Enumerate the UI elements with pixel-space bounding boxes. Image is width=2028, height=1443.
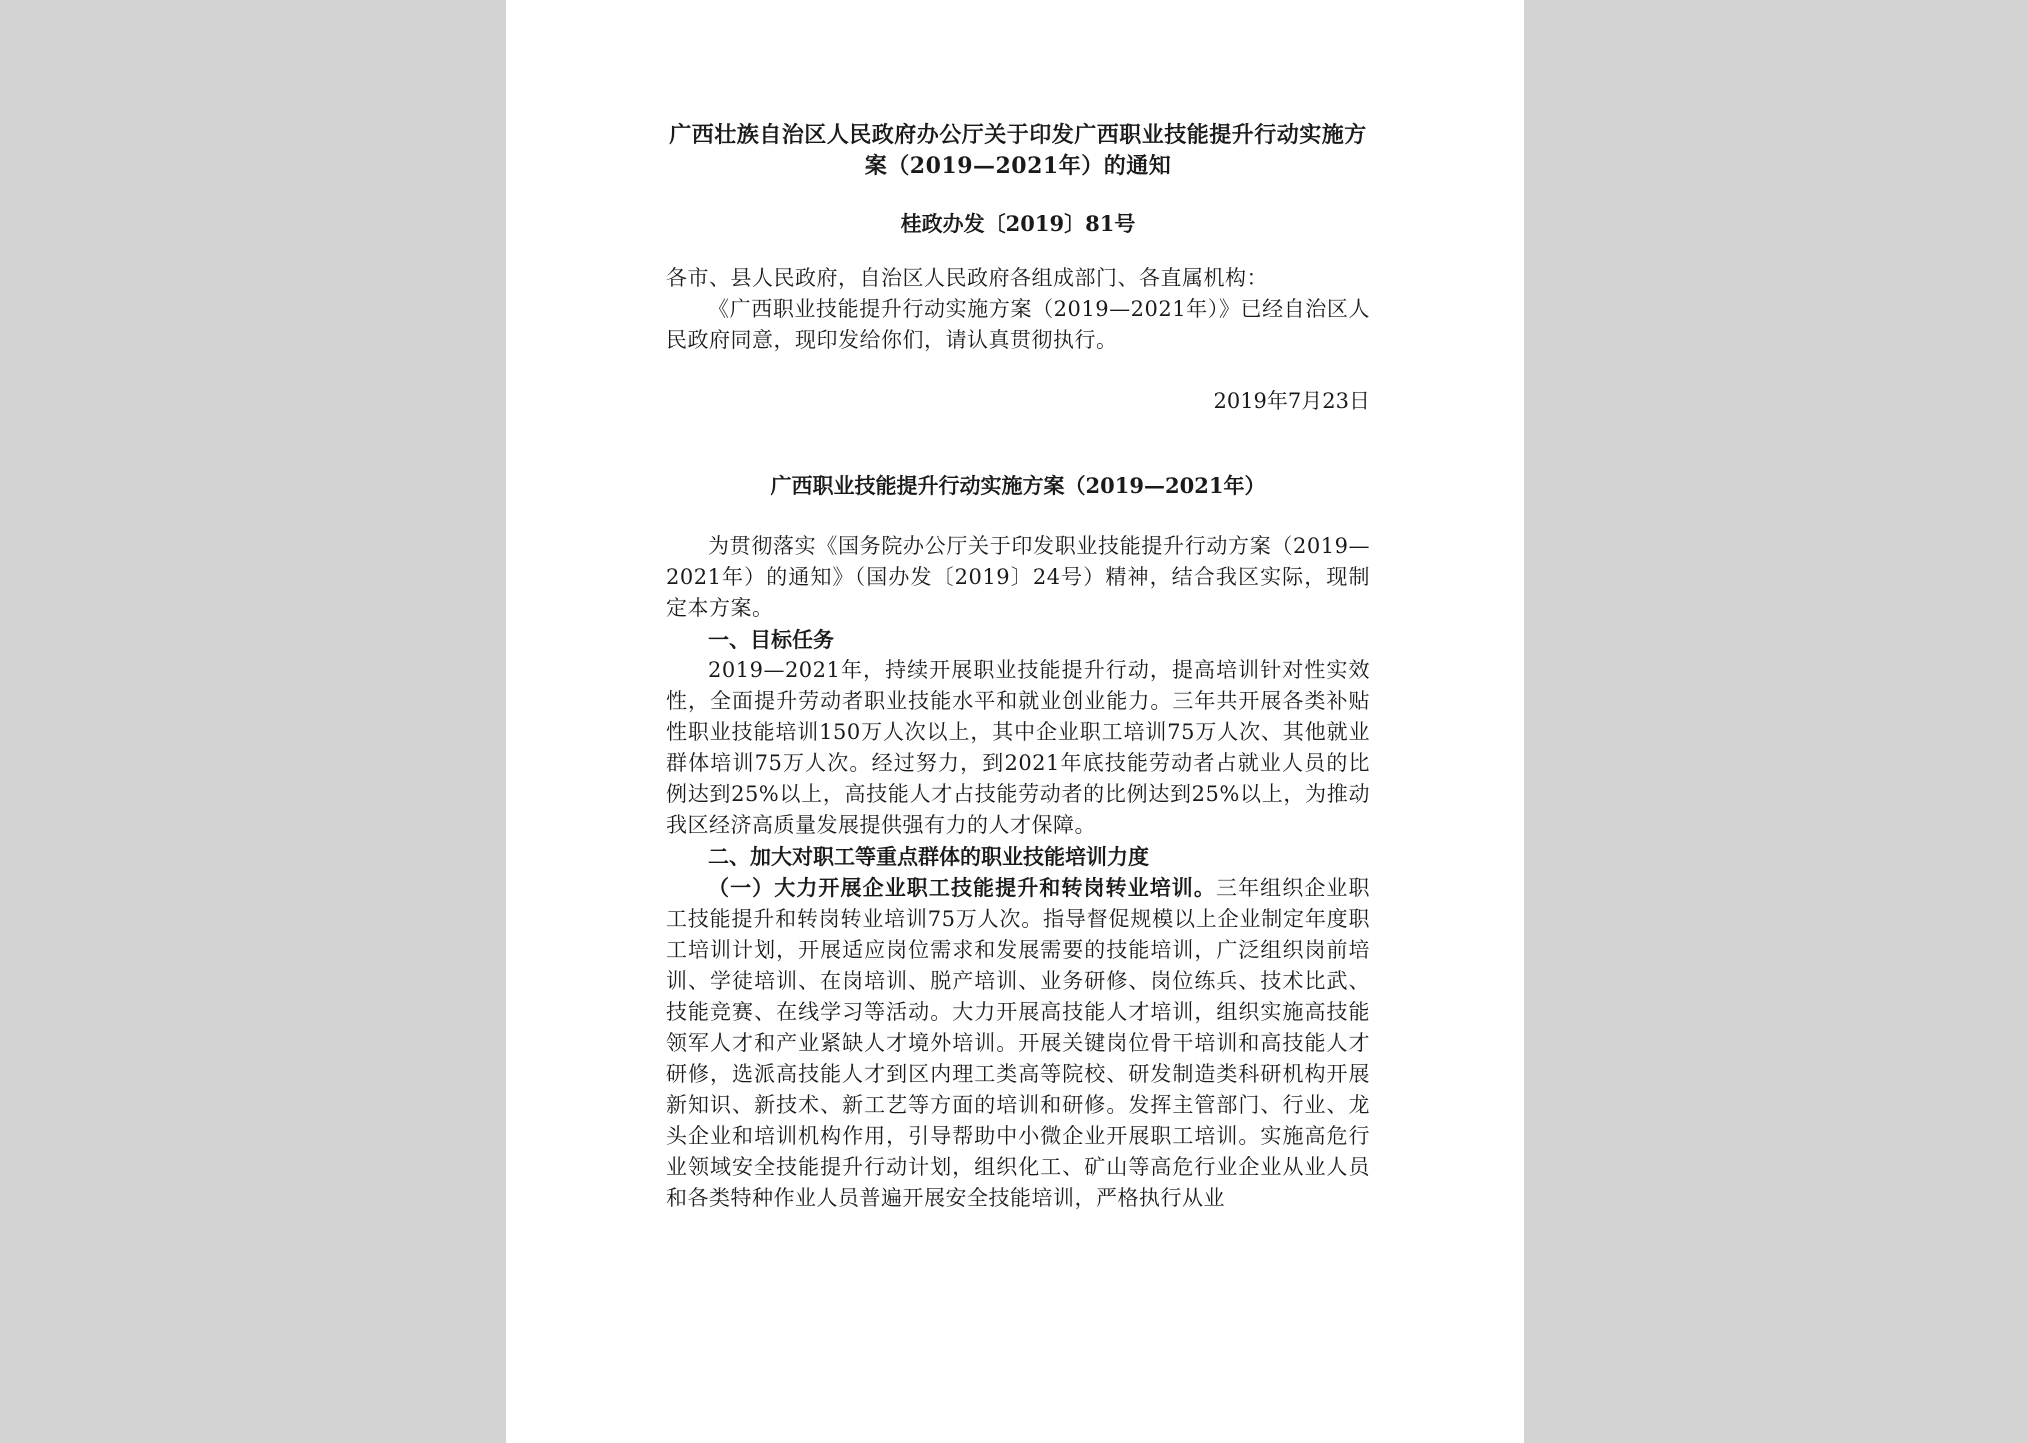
document-title: 广西壮族自治区人民政府办公厅关于印发广西职业技能提升行动实施方案（2019—2021年）的通知 [669, 122, 1367, 179]
document-number: 桂政办发〔2019〕81号 [900, 211, 1136, 236]
subsection-1-body: 三年组织企业职工技能提升和转岗转业培训75万人次。指导督促规模以上企业制定年度职工培训计划，开展适应岗位需求和发展需要的技能培训，广泛组织岗前培训、学徒培训、在岗培训、脱产培训、业务研修、岗位练兵、技术比武、技能竞赛、在线学习等活动。大力开展高技能人才培训，组织实施高技能领军人才和产业紧缺人才境外培训。开展关键岗位骨干培训和高技能人才研修，选派高技能人才到区内理工类高等院校、研发制造类科研机构开展新知识、新技术、新工艺等方面的培训和研修。发挥主管部门、行业、龙头企业和培训机构作用，引导帮助中小微企业开展职工培训。实施高危行业领域安全技能提升行动计划，组织化工、矿山等高危行业企业从业人员和各类特种作业人员普遍开展安全技能培训，严格执行从业 [666, 876, 1371, 1210]
issue-date: 2019年7月23日 [1213, 389, 1370, 413]
salutation: 各市、县人民政府，自治区人民政府各组成部门、各直属机构： [666, 266, 1268, 290]
document-content [666, 120, 1370, 1214]
section-2-heading: 二、加大对职工等重点群体的职业技能培训力度 [708, 844, 1149, 869]
spacer [666, 501, 1370, 531]
subsection-1-paragraph [666, 872, 1370, 1214]
intro-paragraph: 为贯彻落实《国务院办公厅关于印发职业技能提升行动方案（2019—2021年）的通知》（国办发〔2019〕24号）精神，结合我区实际，现制定本方案。 [666, 534, 1370, 620]
plan-title: 广西职业技能提升行动实施方案（2019—2021年） [770, 473, 1266, 498]
document-page [506, 0, 1524, 1443]
notice-body: 《广西职业技能提升行动实施方案（2019—2021年）》已经自治区人民政府同意，现印发给你们，请认真贯彻执行。 [666, 297, 1370, 352]
section-1-heading: 一、目标任务 [708, 627, 834, 652]
subsection-1-lead: （一）大力开展企业职工技能提升和转岗转业培训。 [708, 875, 1216, 900]
section-1-body: 2019—2021年，持续开展职业技能提升行动，提高培训针对性实效性，全面提升劳动者职业技能水平和就业创业能力。三年共开展各类补贴性职业技能培训150万人次以上，其中企业职工培训75万人次、其他就业群体培训75万人次。经过努力，到2021年底技能劳动者占就业人员的比例达到25%以上，高技能人才占技能劳动者的比例达到25%以上，为推动我区经济高质量发展提供强有力的人才保障。 [666, 658, 1370, 837]
